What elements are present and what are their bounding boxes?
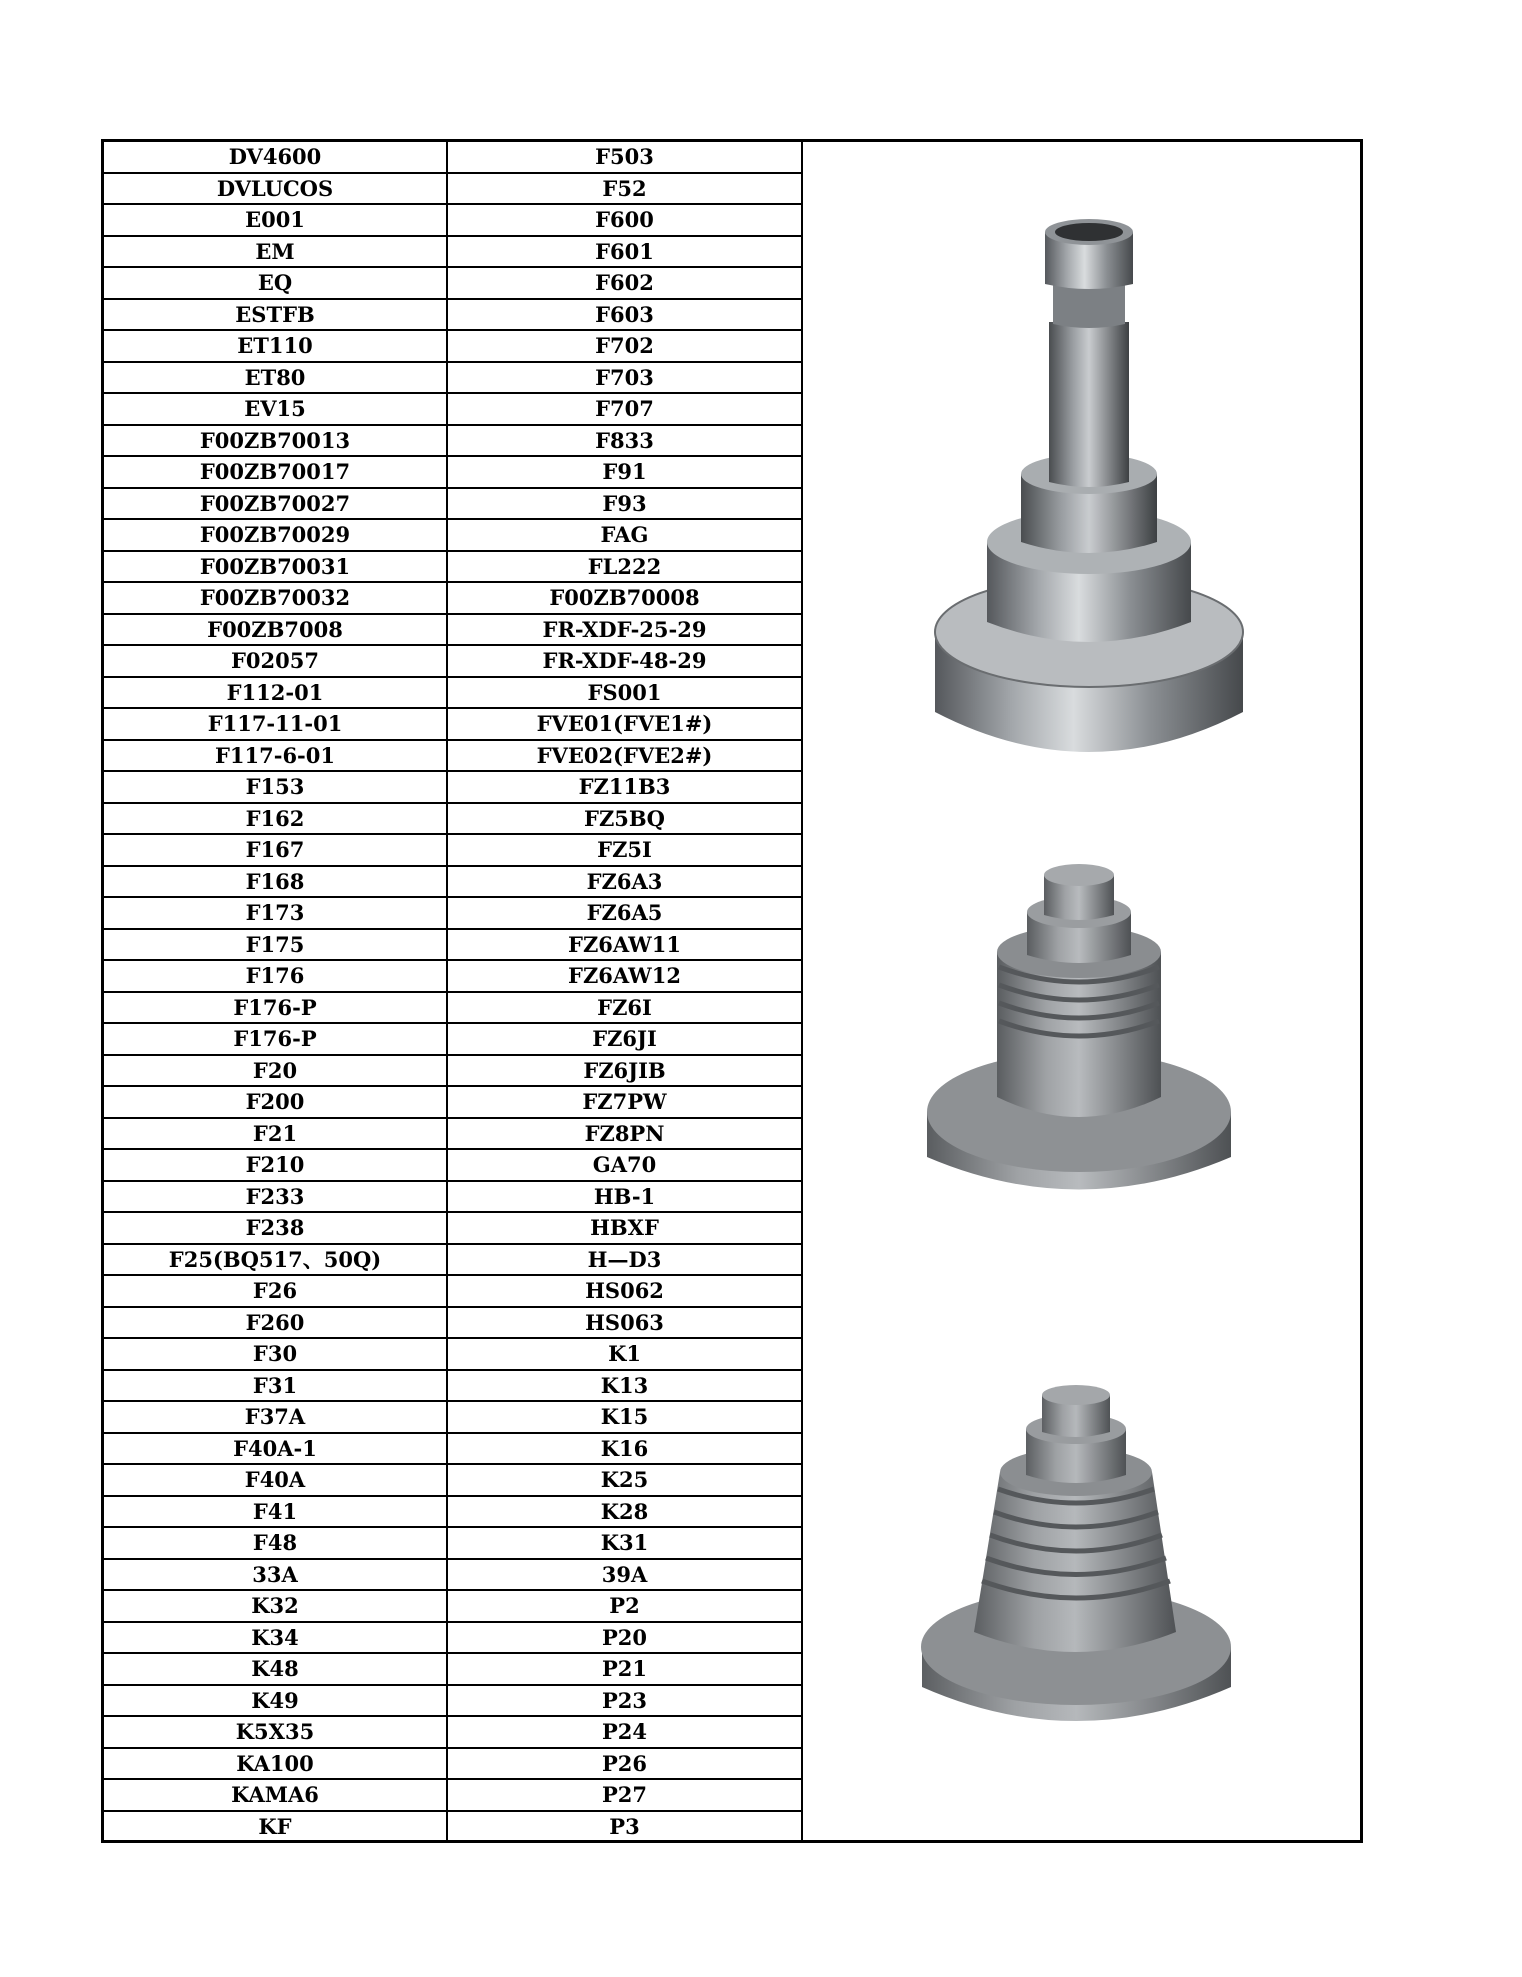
part-number-left: F41 bbox=[104, 1496, 447, 1528]
part-number-left: K34 bbox=[104, 1622, 447, 1654]
part-number-right: FR-XDF-48-29 bbox=[447, 645, 802, 677]
part-number-left: F117-11-01 bbox=[104, 708, 447, 740]
table-row bbox=[104, 708, 802, 740]
table-row bbox=[104, 299, 802, 331]
part-number-right: K31 bbox=[447, 1527, 802, 1559]
part-number-left: ET110 bbox=[104, 330, 447, 362]
part-number-right: P3 bbox=[447, 1811, 802, 1842]
part-number-right: F91 bbox=[447, 456, 802, 488]
part-number-left: F25(BQ517、50Q) bbox=[104, 1244, 447, 1276]
valve-photo-threaded bbox=[919, 857, 1239, 1212]
part-number-left: F00ZB70027 bbox=[104, 488, 447, 520]
table-row bbox=[104, 866, 802, 898]
part-number-right: F702 bbox=[447, 330, 802, 362]
part-number-left: F48 bbox=[104, 1527, 447, 1559]
table-row bbox=[104, 1149, 802, 1181]
table-row bbox=[104, 1716, 802, 1748]
table-row bbox=[104, 740, 802, 772]
table-row bbox=[104, 236, 802, 268]
table-row bbox=[104, 456, 802, 488]
table-row bbox=[104, 1748, 802, 1780]
table-row bbox=[104, 992, 802, 1024]
part-number-right: P24 bbox=[447, 1716, 802, 1748]
part-number-right: 39A bbox=[447, 1559, 802, 1591]
part-number-right: FL222 bbox=[447, 551, 802, 583]
part-number-right: FZ7PW bbox=[447, 1086, 802, 1118]
part-number-right: P2 bbox=[447, 1590, 802, 1622]
table-row bbox=[104, 1653, 802, 1685]
part-number-left: F00ZB70029 bbox=[104, 519, 447, 551]
part-number-right: F00ZB70008 bbox=[447, 582, 802, 614]
part-number-left: F162 bbox=[104, 803, 447, 835]
part-number-left: F02057 bbox=[104, 645, 447, 677]
parts-sheet bbox=[101, 139, 1363, 1843]
table-row bbox=[104, 1559, 802, 1591]
part-number-left: F173 bbox=[104, 897, 447, 929]
part-number-right: HB-1 bbox=[447, 1181, 802, 1213]
part-number-left: E001 bbox=[104, 204, 447, 236]
valve-photo-tall bbox=[929, 212, 1249, 782]
part-number-left: EV15 bbox=[104, 393, 447, 425]
part-number-left: 33A bbox=[104, 1559, 447, 1591]
part-number-right: FZ6A3 bbox=[447, 866, 802, 898]
part-number-right: F603 bbox=[447, 299, 802, 331]
part-number-right: P23 bbox=[447, 1685, 802, 1717]
part-number-right: F602 bbox=[447, 267, 802, 299]
table-row bbox=[104, 1275, 802, 1307]
part-number-left: F175 bbox=[104, 929, 447, 961]
part-number-right: F703 bbox=[447, 362, 802, 394]
part-number-left: F00ZB70013 bbox=[104, 425, 447, 457]
part-number-right: FR-XDF-25-29 bbox=[447, 614, 802, 646]
part-number-right: FZ6AW12 bbox=[447, 960, 802, 992]
part-number-right: P26 bbox=[447, 1748, 802, 1780]
table-row bbox=[104, 204, 802, 236]
table-row bbox=[104, 393, 802, 425]
table-row bbox=[104, 1496, 802, 1528]
part-number-right: K1 bbox=[447, 1338, 802, 1370]
part-number-right: F707 bbox=[447, 393, 802, 425]
part-number-left: DV4600 bbox=[104, 142, 447, 173]
table-row bbox=[104, 1055, 802, 1087]
part-number-left: DVLUCOS bbox=[104, 173, 447, 205]
part-number-left: F40A bbox=[104, 1464, 447, 1496]
part-number-left: ET80 bbox=[104, 362, 447, 394]
part-number-right: FVE01(FVE1#) bbox=[447, 708, 802, 740]
part-number-table bbox=[104, 142, 803, 1841]
part-number-right: P21 bbox=[447, 1653, 802, 1685]
part-number-left: F31 bbox=[104, 1370, 447, 1402]
table-row bbox=[104, 173, 802, 205]
part-number-left: EQ bbox=[104, 267, 447, 299]
part-number-left: KA100 bbox=[104, 1748, 447, 1780]
part-number-right: HS062 bbox=[447, 1275, 802, 1307]
part-number-left: F26 bbox=[104, 1275, 447, 1307]
part-number-left: F30 bbox=[104, 1338, 447, 1370]
part-number-left: K32 bbox=[104, 1590, 447, 1622]
table-row bbox=[104, 330, 802, 362]
part-number-left: K5X35 bbox=[104, 1716, 447, 1748]
part-number-right: F52 bbox=[447, 173, 802, 205]
part-number-left: F37A bbox=[104, 1401, 447, 1433]
table-row bbox=[104, 142, 802, 173]
table-row bbox=[104, 362, 802, 394]
part-number-left: F00ZB7008 bbox=[104, 614, 447, 646]
part-number-left: KAMA6 bbox=[104, 1779, 447, 1811]
part-number-left: EM bbox=[104, 236, 447, 268]
table-row bbox=[104, 1023, 802, 1055]
part-number-right: FS001 bbox=[447, 677, 802, 709]
part-number-right: P20 bbox=[447, 1622, 802, 1654]
part-number-right: F601 bbox=[447, 236, 802, 268]
part-number-right: FAG bbox=[447, 519, 802, 551]
part-number-left: F00ZB70017 bbox=[104, 456, 447, 488]
part-number-left: KF bbox=[104, 1811, 447, 1842]
part-number-left: F233 bbox=[104, 1181, 447, 1213]
table-row bbox=[104, 1527, 802, 1559]
table-row bbox=[104, 1464, 802, 1496]
table-row bbox=[104, 1622, 802, 1654]
table-row bbox=[104, 1433, 802, 1465]
table-row bbox=[104, 1086, 802, 1118]
table-row bbox=[104, 425, 802, 457]
table-row bbox=[104, 488, 802, 520]
table-row bbox=[104, 834, 802, 866]
table-row bbox=[104, 1401, 802, 1433]
part-number-right: H—D3 bbox=[447, 1244, 802, 1276]
part-number-left: F167 bbox=[104, 834, 447, 866]
part-number-right: FZ6JI bbox=[447, 1023, 802, 1055]
part-number-right: HBXF bbox=[447, 1212, 802, 1244]
part-number-right: FZ6A5 bbox=[447, 897, 802, 929]
part-number-left: F00ZB70032 bbox=[104, 582, 447, 614]
table-row bbox=[104, 614, 802, 646]
part-number-left: F153 bbox=[104, 771, 447, 803]
table-row bbox=[104, 1811, 802, 1842]
valve-photo-conical bbox=[914, 1377, 1239, 1752]
part-number-left: F176 bbox=[104, 960, 447, 992]
part-number-right: FZ6AW11 bbox=[447, 929, 802, 961]
part-number-right: F833 bbox=[447, 425, 802, 457]
part-number-right: F503 bbox=[447, 142, 802, 173]
part-number-right: GA70 bbox=[447, 1149, 802, 1181]
part-number-left: ESTFB bbox=[104, 299, 447, 331]
part-number-right: F600 bbox=[447, 204, 802, 236]
part-number-left: F112-01 bbox=[104, 677, 447, 709]
table-row bbox=[104, 897, 802, 929]
product-photo-column bbox=[804, 142, 1360, 1840]
table-row bbox=[104, 929, 802, 961]
table-row bbox=[104, 1590, 802, 1622]
part-number-right: FZ8PN bbox=[447, 1118, 802, 1150]
table-row bbox=[104, 960, 802, 992]
table-row bbox=[104, 1370, 802, 1402]
table-row bbox=[104, 1779, 802, 1811]
part-number-left: F21 bbox=[104, 1118, 447, 1150]
part-number-left: F168 bbox=[104, 866, 447, 898]
table-row bbox=[104, 1212, 802, 1244]
table-row bbox=[104, 1338, 802, 1370]
table-row bbox=[104, 551, 802, 583]
table-row bbox=[104, 1181, 802, 1213]
part-number-left: F176-P bbox=[104, 1023, 447, 1055]
part-number-left: F260 bbox=[104, 1307, 447, 1339]
part-number-right: K13 bbox=[447, 1370, 802, 1402]
table-row bbox=[104, 771, 802, 803]
part-number-right: F93 bbox=[447, 488, 802, 520]
part-number-right: K25 bbox=[447, 1464, 802, 1496]
part-number-left: F210 bbox=[104, 1149, 447, 1181]
table-row bbox=[104, 519, 802, 551]
part-number-right: FZ11B3 bbox=[447, 771, 802, 803]
part-number-right: FZ6JIB bbox=[447, 1055, 802, 1087]
part-number-left: F238 bbox=[104, 1212, 447, 1244]
part-number-right: FZ6I bbox=[447, 992, 802, 1024]
part-number-left: F176-P bbox=[104, 992, 447, 1024]
table-row bbox=[104, 677, 802, 709]
table-row bbox=[104, 1307, 802, 1339]
table-row bbox=[104, 1118, 802, 1150]
part-number-left: F20 bbox=[104, 1055, 447, 1087]
part-number-left: F117-6-01 bbox=[104, 740, 447, 772]
part-number-right: FZ5I bbox=[447, 834, 802, 866]
part-number-right: HS063 bbox=[447, 1307, 802, 1339]
part-number-left: F40A-1 bbox=[104, 1433, 447, 1465]
table-row bbox=[104, 645, 802, 677]
part-number-right: FVE02(FVE2#) bbox=[447, 740, 802, 772]
table-row bbox=[104, 582, 802, 614]
table-row bbox=[104, 803, 802, 835]
part-number-right: K16 bbox=[447, 1433, 802, 1465]
part-number-left: F200 bbox=[104, 1086, 447, 1118]
table-row bbox=[104, 1685, 802, 1717]
part-number-left: K49 bbox=[104, 1685, 447, 1717]
part-number-right: FZ5BQ bbox=[447, 803, 802, 835]
part-number-right: K28 bbox=[447, 1496, 802, 1528]
part-number-left: K48 bbox=[104, 1653, 447, 1685]
part-number-left: F00ZB70031 bbox=[104, 551, 447, 583]
part-number-right: K15 bbox=[447, 1401, 802, 1433]
table-row bbox=[104, 1244, 802, 1276]
part-number-right: P27 bbox=[447, 1779, 802, 1811]
table-row bbox=[104, 267, 802, 299]
